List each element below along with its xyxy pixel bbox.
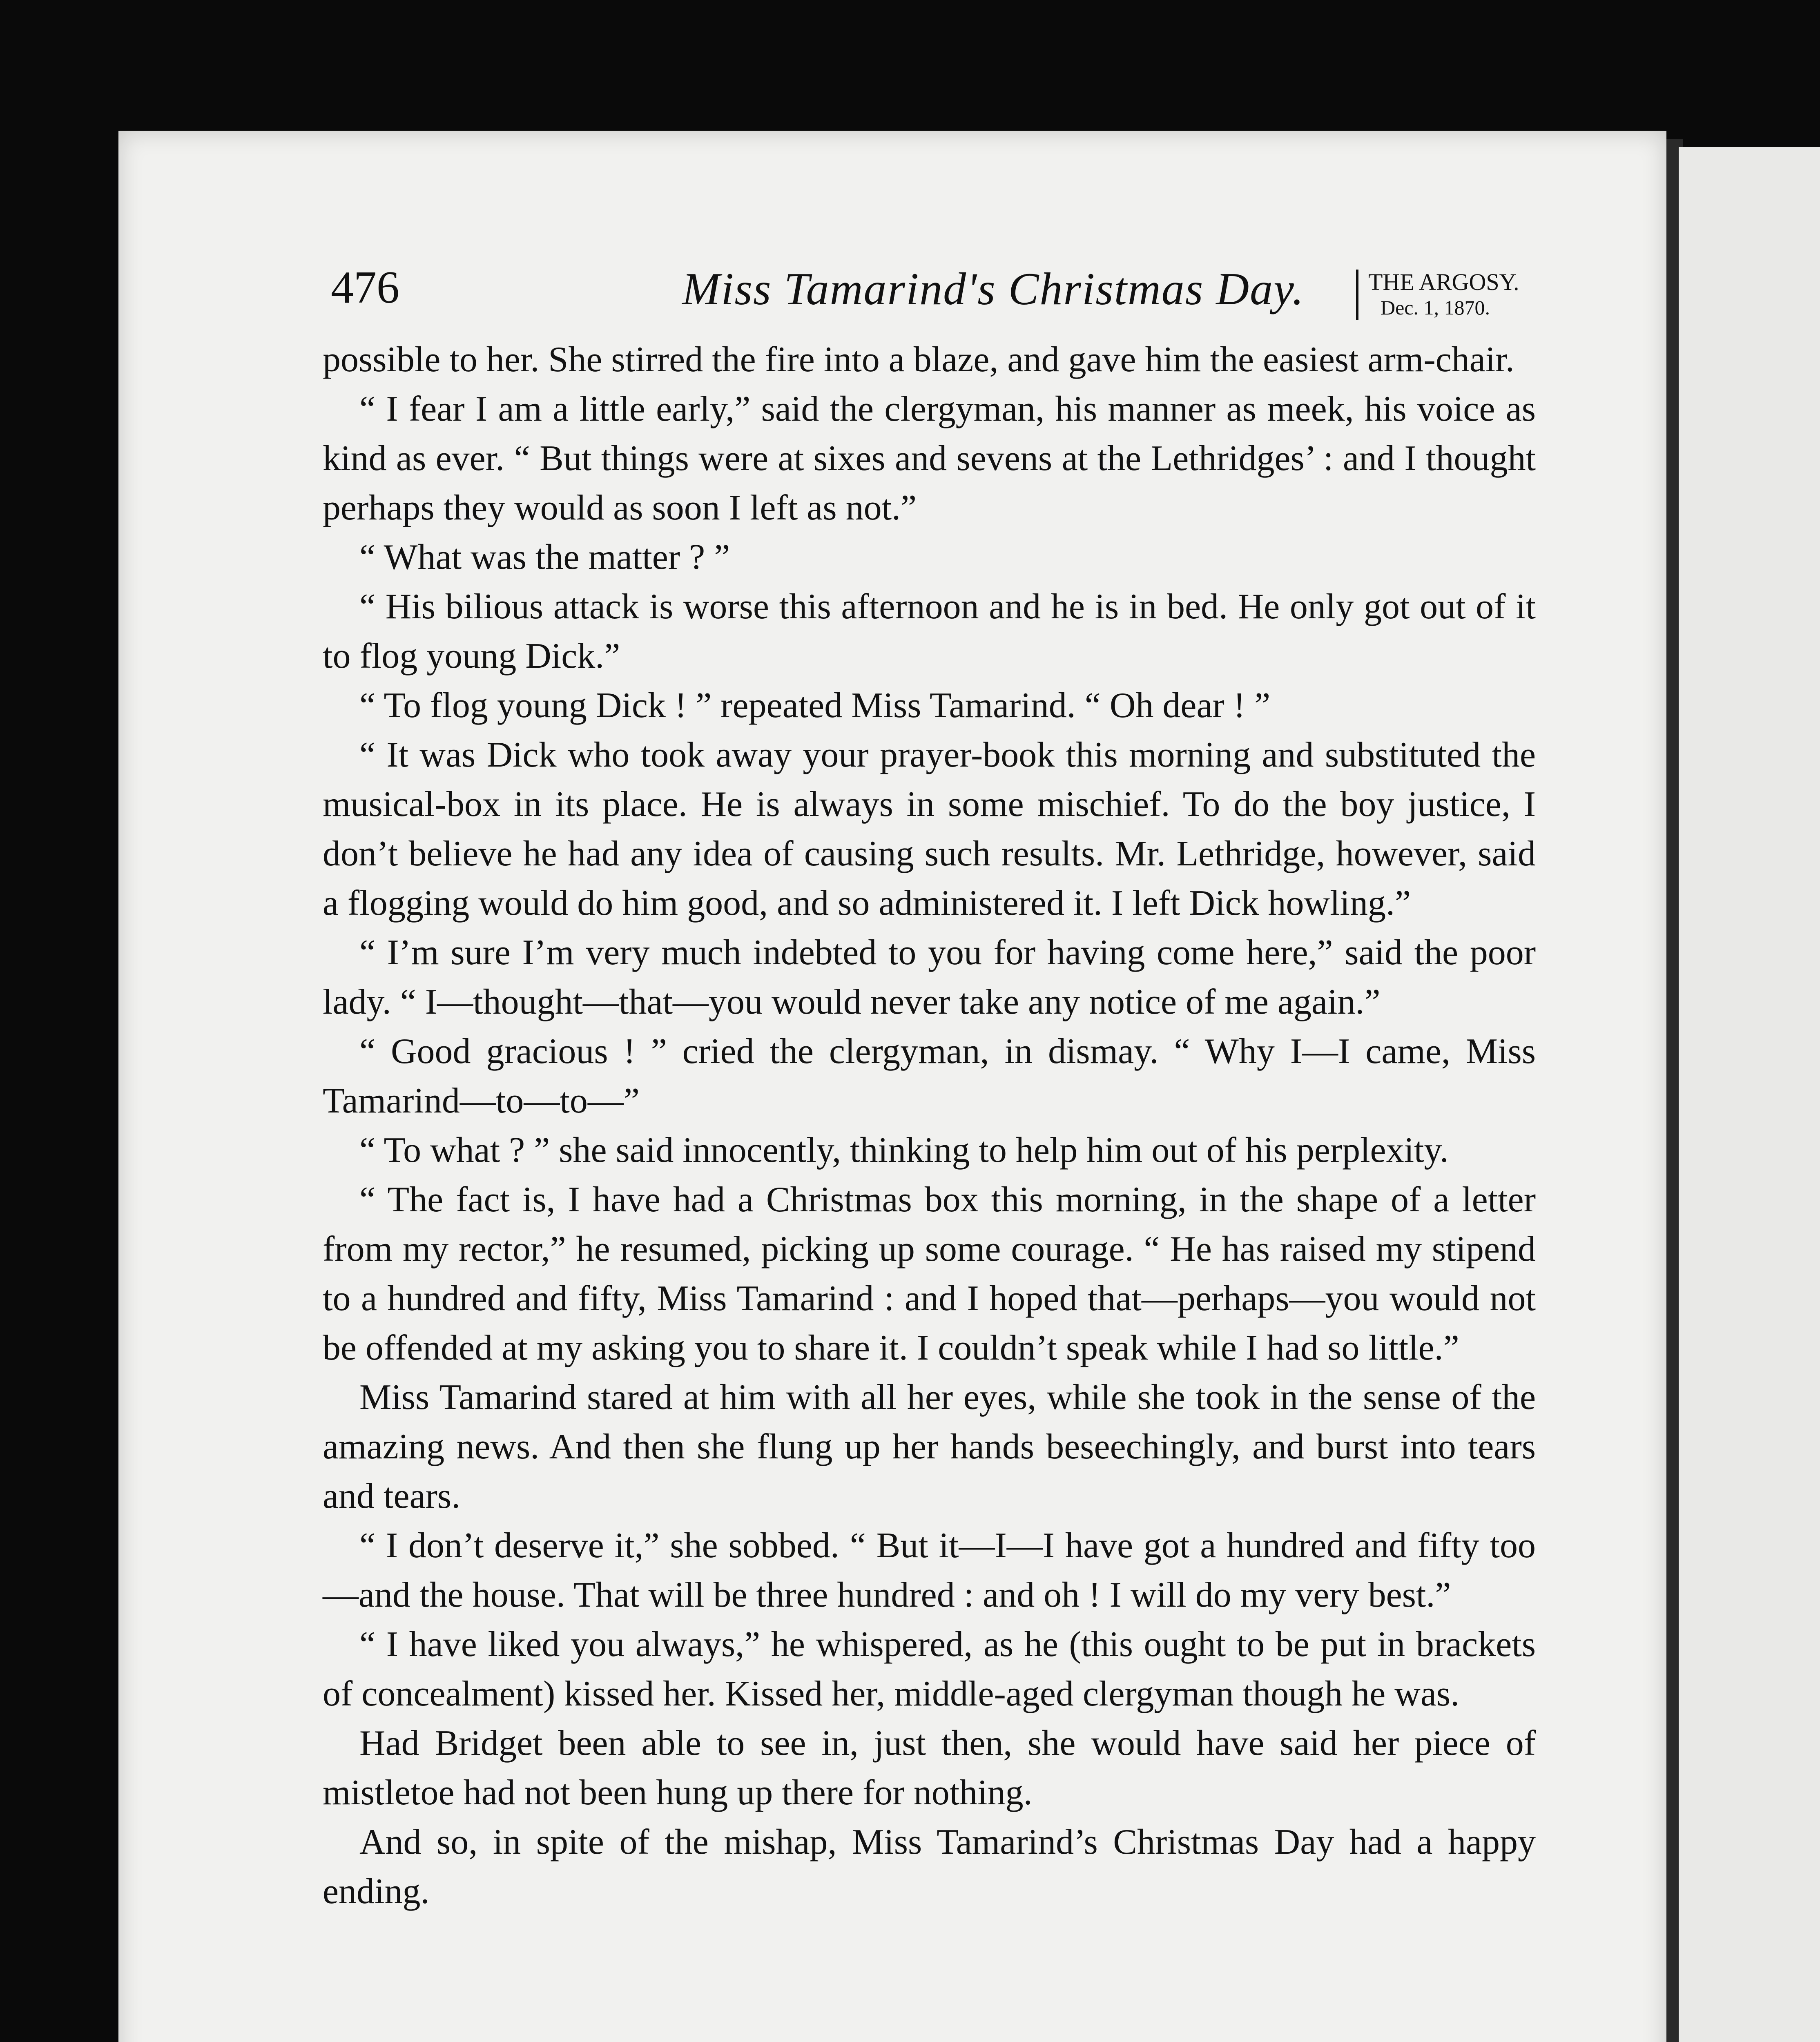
- paragraph: “ I’m sure I’m very much indebted to you for having come here,” said the poor lady. “ I—thought—that—you would never take any notice of me again.”: [323, 933, 1536, 1022]
- paragraph: “ To flog young Dick ! ” repeated Miss Tamarind. “ Oh dear ! ”: [359, 686, 1271, 725]
- paragraph: “ What was the matter ? ”: [359, 537, 730, 577]
- journal-name: THE ARGOSY.: [1368, 269, 1519, 295]
- page-header: [212, 261, 1552, 327]
- story-text: [323, 335, 1536, 1916]
- paragraph: “ To what ? ” she said innocently, thinking to help him out of his perplexity.: [359, 1130, 1449, 1170]
- paragraph: “ Good gracious ! ” cried the clergyman, in dismay. “ Why I—I came, Miss Tamarind—to—to—”: [323, 1032, 1536, 1121]
- journal-date: Dec. 1, 1870.: [1381, 296, 1490, 319]
- paragraph: Miss Tamarind stared at him with all her eyes, while she took in the sense of the amazing news. And then she flung up her hands beseechingly, and burst into tears and tears.: [323, 1378, 1536, 1516]
- paragraph: “ I fear I am a little early,” said the clergyman, his manner as meek, his voice as kind as ever. “ But things were at sixes and sevens at the Lethridges’ : and I thought perhaps they would as soon I left as not.”: [323, 389, 1536, 528]
- paragraph: Had Bridget been able to see in, just then, she would have said her piece of mistletoe had not been hung up there for nothing.: [323, 1723, 1536, 1812]
- running-title: Miss Tamarind's Christmas Day.: [682, 264, 1305, 314]
- paragraph: possible to her. She stirred the fire into a blaze, and gave him the easiest arm-chair.: [323, 340, 1514, 379]
- paragraph: “ I have liked you always,” he whispered, as he (this ought to be put in brackets of concealment) kissed her. Kissed her, middle-aged clergyman though he was.: [323, 1625, 1536, 1714]
- paragraph: “ I don’t deserve it,” she sobbed. “ But it—I—I have got a hundred and fifty too—and the house. That will be three hundred : and oh ! I will do my very best.”: [323, 1526, 1536, 1615]
- paragraph: “ His bilious attack is worse this afternoon and he is in bed. He only got out of it to flog young Dick.”: [323, 587, 1536, 676]
- facing-page-edge: [1679, 147, 1820, 2042]
- paragraph: And so, in spite of the mishap, Miss Tamarind’s Christmas Day had a happy ending.: [323, 1822, 1536, 1911]
- journal-reference: [1356, 270, 1519, 320]
- paragraph: “ It was Dick who took away your prayer-book this morning and substituted the musical-box in its place. He is always in some mischief. To do the boy justice, I don’t believe he had any idea of causing such results. Mr. Lethridge, however, said a flogging would do him good, and so administered it. I left Dick howling.”: [323, 735, 1536, 923]
- paragraph: “ The fact is, I have had a Christmas box this morning, in the shape of a letter from my rector,” he resumed, picking up some courage. “ He has raised my stipend to a hundred and fifty, Miss Tamarind : and I hoped that—perhaps—you would not be offended at my asking you to share it. I couldn’t speak while I had so little.”: [323, 1180, 1536, 1368]
- page-number: 476: [331, 262, 399, 313]
